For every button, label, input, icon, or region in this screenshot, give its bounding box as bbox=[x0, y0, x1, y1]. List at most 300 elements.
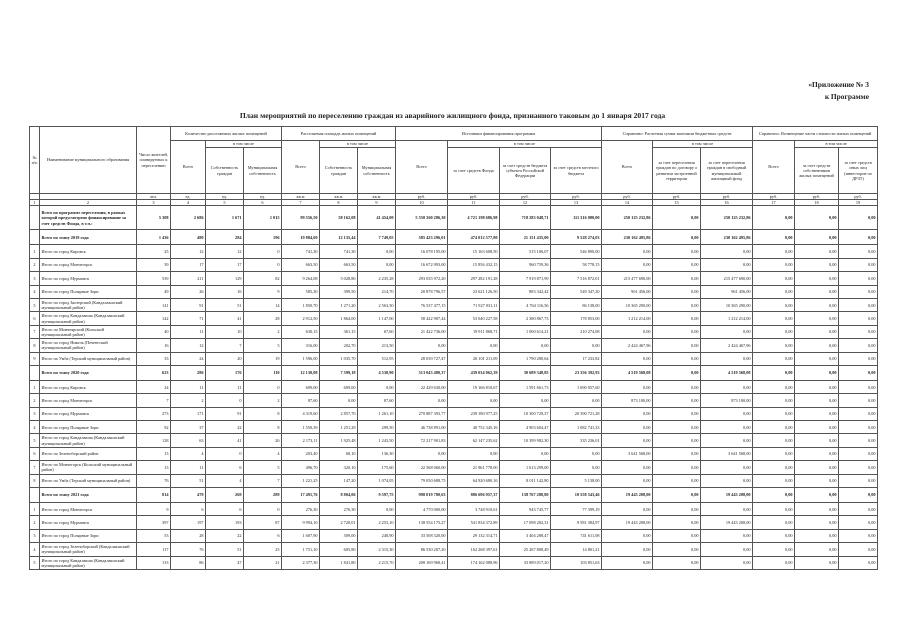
row-number-cell: 8 bbox=[30, 474, 40, 487]
unit-cell: кв.м bbox=[320, 194, 358, 200]
row-number-cell bbox=[30, 206, 40, 230]
row-number-cell: 7 bbox=[30, 461, 40, 474]
table-row bbox=[30, 312, 878, 325]
value-cell: 92 bbox=[137, 421, 171, 434]
value-cell: 623 bbox=[137, 365, 171, 380]
value-cell: 663,50 bbox=[320, 258, 358, 271]
value-cell: 174 162 088,96 bbox=[448, 556, 500, 569]
value-cell: 77 399,19 bbox=[551, 503, 602, 516]
value-cell: 147,20 bbox=[320, 474, 358, 487]
value-cell: 25 267 808,49 bbox=[500, 543, 551, 556]
value-cell: 1 751,10 bbox=[282, 543, 320, 556]
municipality-name-cell: Всего по этапу 2019 года bbox=[40, 230, 137, 245]
value-cell: 0,00 bbox=[653, 325, 701, 338]
value-cell: 0,00 bbox=[701, 258, 753, 271]
value-cell: 1 925,48 bbox=[320, 434, 358, 447]
value-cell: 0,00 bbox=[551, 394, 602, 407]
row-number-cell: 1 bbox=[30, 245, 40, 258]
value-cell: 0,00 bbox=[753, 543, 795, 556]
value-cell: 0,00 bbox=[795, 434, 839, 447]
value-cell: 0,00 bbox=[753, 488, 795, 503]
value-cell: 480 bbox=[171, 230, 206, 245]
value-cell: 1 035,70 bbox=[320, 352, 358, 365]
value-cell: 0,00 bbox=[795, 516, 839, 529]
value-cell: 117 bbox=[137, 543, 171, 556]
value-cell: 1 850,70 bbox=[282, 298, 320, 311]
column-number-cell: 1 bbox=[30, 200, 40, 206]
row-number-cell: 5 bbox=[30, 556, 40, 569]
value-cell: 7 919 871,99 bbox=[500, 272, 551, 285]
value-cell: 2 424 467,96 bbox=[701, 339, 753, 352]
table-row bbox=[30, 258, 878, 271]
value-cell: 62 147 235,62 bbox=[448, 434, 500, 447]
value-cell: 10 558 543,46 bbox=[551, 488, 602, 503]
value-cell: 26 bbox=[244, 434, 282, 447]
value-cell: 13 bbox=[137, 447, 171, 460]
value-cell: 4 519 568,08 bbox=[602, 365, 653, 380]
value-cell: 0 bbox=[244, 258, 282, 271]
value-cell: 0,00 bbox=[500, 447, 551, 460]
value-cell: 0,00 bbox=[753, 206, 795, 230]
value-cell: 0,00 bbox=[795, 380, 839, 393]
head-residents: Число жителей, планируемых к переселению bbox=[137, 127, 171, 194]
municipality-name-cell: Итого по Мончегорск (Кольский муниципальный район) bbox=[40, 461, 137, 474]
value-cell: 4 319,60 bbox=[282, 407, 320, 420]
value-cell: 175,60 bbox=[358, 461, 396, 474]
municipality-name-cell: Итого по город Мончегорск bbox=[40, 503, 137, 516]
row-number-cell: 6 bbox=[30, 447, 40, 460]
value-cell: 1 671 bbox=[206, 206, 244, 230]
value-cell: 5 138,00 bbox=[551, 474, 602, 487]
municipality-name-cell: Итого по город Зеленоборский (Кандалакшский муниципальный район) bbox=[40, 543, 137, 556]
value-cell: 0,00 bbox=[753, 245, 795, 258]
value-cell: 10 399 982,30 bbox=[500, 434, 551, 447]
value-cell: 0,00 bbox=[602, 474, 653, 487]
unit-cell: руб. bbox=[551, 194, 602, 200]
value-cell: 0,00 bbox=[653, 529, 701, 542]
column-number-cell: 5 bbox=[206, 200, 244, 206]
value-cell: 0,00 bbox=[653, 258, 701, 271]
unit-cell: кв.м bbox=[282, 194, 320, 200]
value-cell: 0,00 bbox=[602, 503, 653, 516]
value-cell: 515 106,07 bbox=[500, 245, 551, 258]
value-cell: 0 bbox=[244, 245, 282, 258]
value-cell: 26 bbox=[171, 285, 206, 298]
value-cell: 58 778,15 bbox=[551, 258, 602, 271]
value-cell: 0,00 bbox=[839, 474, 878, 487]
value-cell: 0 bbox=[244, 380, 282, 393]
value-cell: 41 bbox=[206, 434, 244, 447]
value-cell: 0,00 bbox=[396, 394, 448, 407]
value-cell: 269 bbox=[206, 488, 244, 503]
value-cell: 0,00 bbox=[701, 461, 753, 474]
column-number-cell: 7 bbox=[282, 200, 320, 206]
value-cell: 0,00 bbox=[602, 461, 653, 474]
value-cell: 2 563,50 bbox=[358, 298, 396, 311]
table-row bbox=[30, 339, 878, 352]
value-cell: 1 591 661,73 bbox=[500, 380, 551, 393]
head-municipality: Наименование муниципального образования bbox=[40, 127, 137, 194]
value-cell: 0,00 bbox=[653, 339, 701, 352]
value-cell: 4 bbox=[244, 447, 282, 460]
value-cell: 11 bbox=[171, 461, 206, 474]
value-cell: 0,00 bbox=[653, 461, 701, 474]
value-cell: 0,00 bbox=[839, 380, 878, 393]
value-cell: 129 bbox=[206, 272, 244, 285]
value-cell: 21 bbox=[244, 556, 282, 569]
value-cell: 0,00 bbox=[602, 543, 653, 556]
value-cell: 2 235,28 bbox=[358, 272, 396, 285]
value-cell: 28 bbox=[171, 529, 206, 542]
table-row bbox=[30, 230, 878, 245]
value-cell: 17 233,82 bbox=[551, 352, 602, 365]
value-cell: 138 554 175,27 bbox=[396, 516, 448, 529]
value-cell: 0,00 bbox=[753, 285, 795, 298]
municipality-name-cell: Итого по город Мурманск bbox=[40, 516, 137, 529]
value-cell: 0,00 bbox=[653, 230, 701, 245]
value-cell: 2 bbox=[171, 394, 206, 407]
municipality-name-cell: Итого по город Никель (Печенгский муниципальный район) bbox=[40, 339, 137, 352]
value-cell: 4 770 000,00 bbox=[396, 503, 448, 516]
value-cell: 53 040 227,58 bbox=[448, 312, 500, 325]
value-cell: 0,00 bbox=[753, 298, 795, 311]
table-row bbox=[30, 206, 878, 230]
value-cell: 316,00 bbox=[282, 339, 320, 352]
value-cell: 8 011 142,80 bbox=[500, 474, 551, 487]
column-number-cell: 6 bbox=[244, 200, 282, 206]
value-cell: 0,00 bbox=[701, 245, 753, 258]
value-cell: 2 424 467,96 bbox=[602, 339, 653, 352]
head-fin-regional: за счет средств бюджета субъекта Российской Федерации bbox=[500, 148, 551, 194]
value-cell: 0,00 bbox=[839, 488, 878, 503]
value-cell: 9 bbox=[244, 285, 282, 298]
row-number-cell: 3 bbox=[30, 272, 40, 285]
value-cell: 0,00 bbox=[753, 230, 795, 245]
value-cell: 4 bbox=[171, 447, 206, 460]
value-cell: 0,00 bbox=[753, 461, 795, 474]
value-cell: 0,00 bbox=[839, 434, 878, 447]
value-cell: 0,00 bbox=[701, 556, 753, 569]
value-cell: 0,00 bbox=[795, 365, 839, 380]
value-cell: 0,00 bbox=[839, 516, 878, 529]
value-cell: 1 271,20 bbox=[320, 298, 358, 311]
value-cell: 0,00 bbox=[839, 543, 878, 556]
value-cell: 513 043 480,37 bbox=[396, 365, 448, 380]
appendix-line-2: к Программе bbox=[824, 92, 869, 101]
value-cell: 1 613 299,00 bbox=[500, 461, 551, 474]
value-cell: 2 912,50 bbox=[282, 312, 320, 325]
value-cell: 9 597,75 bbox=[358, 488, 396, 503]
value-cell: 0,00 bbox=[795, 529, 839, 542]
value-cell: 3 641 568,00 bbox=[701, 447, 753, 460]
value-cell: 51 bbox=[206, 298, 244, 311]
value-cell: 0,00 bbox=[795, 272, 839, 285]
value-cell: 0,00 bbox=[795, 339, 839, 352]
value-cell: 208 169 968,41 bbox=[396, 556, 448, 569]
value-cell: 0,00 bbox=[602, 352, 653, 365]
value-cell: 25 bbox=[137, 245, 171, 258]
municipality-name-cell: Итого по город Мончегорск bbox=[40, 394, 137, 407]
value-cell: 0,00 bbox=[753, 394, 795, 407]
municipality-name-cell: Итого по город Кандалакша (Кандалакшский муниципальный район) bbox=[40, 312, 137, 325]
value-cell: 0,00 bbox=[701, 325, 753, 338]
value-cell: 286 bbox=[171, 365, 206, 380]
value-cell: 0,00 bbox=[653, 556, 701, 569]
value-cell: 1 690 057,60 bbox=[551, 380, 602, 393]
value-cell: 12 135,44 bbox=[320, 230, 358, 245]
value-cell: 512,95 bbox=[358, 352, 396, 365]
value-cell: 479 bbox=[171, 488, 206, 503]
value-cell: 0,00 bbox=[551, 461, 602, 474]
head-refund-total: Всего bbox=[753, 141, 795, 194]
value-cell: 196 bbox=[244, 230, 282, 245]
value-cell: 0,00 bbox=[753, 407, 795, 420]
value-cell: 16 bbox=[206, 285, 244, 298]
row-number-cell: 4 bbox=[30, 543, 40, 556]
municipality-name-cell: Итого по город Кандалакша (Кандалакшский муниципальный район) bbox=[40, 434, 137, 447]
value-cell: 39 bbox=[137, 258, 171, 271]
head-econ-total: Всего bbox=[602, 141, 653, 194]
table-row bbox=[30, 488, 878, 503]
value-cell: 0,00 bbox=[396, 447, 448, 460]
value-cell: 14 bbox=[244, 298, 282, 311]
row-number-cell: 4 bbox=[30, 421, 40, 434]
value-cell: 215 477 690,00 bbox=[701, 272, 753, 285]
value-cell: 0,00 bbox=[795, 474, 839, 487]
value-cell: 128 bbox=[137, 434, 171, 447]
value-cell: 82 bbox=[244, 272, 282, 285]
value-cell: 41 bbox=[206, 312, 244, 325]
value-cell: 0,00 bbox=[839, 447, 878, 460]
value-cell: 0,00 bbox=[653, 434, 701, 447]
value-cell: 0,00 bbox=[448, 447, 500, 460]
value-cell: 0,00 bbox=[839, 407, 878, 420]
value-cell: 0,00 bbox=[701, 352, 753, 365]
column-number-cell: 12 bbox=[500, 200, 551, 206]
value-cell: 110 bbox=[244, 365, 282, 380]
row-number-cell bbox=[30, 488, 40, 503]
value-cell: 0,00 bbox=[795, 352, 839, 365]
value-cell: 12 bbox=[171, 245, 206, 258]
value-cell: 0,00 bbox=[795, 245, 839, 258]
value-cell: 2 253,10 bbox=[358, 516, 396, 529]
value-cell: 0,00 bbox=[602, 434, 653, 447]
value-cell: 289 bbox=[244, 488, 282, 503]
value-cell: 0,00 bbox=[753, 339, 795, 352]
page-title: План мероприятий по переселению граждан из аварийного жилищного фонда, признанного таковым до 1 января 2017 года bbox=[239, 111, 666, 120]
value-cell: 0,00 bbox=[839, 230, 878, 245]
value-cell: 2 377,30 bbox=[282, 556, 320, 569]
row-number-cell: 1 bbox=[30, 503, 40, 516]
value-cell: 0,00 bbox=[701, 529, 753, 542]
value-cell: 297 282 191,28 bbox=[448, 272, 500, 285]
value-cell: 15 856 432,15 bbox=[448, 258, 500, 271]
value-cell: 0,00 bbox=[602, 325, 653, 338]
value-cell: 663,50 bbox=[282, 258, 320, 271]
value-cell: 0,00 bbox=[795, 312, 839, 325]
row-number-cell: 2 bbox=[30, 394, 40, 407]
table-row bbox=[30, 298, 878, 311]
head-group-reference: Справочно: Расчетная сумма экономии бюджетных средств bbox=[602, 127, 753, 141]
value-cell: 136,30 bbox=[358, 447, 396, 460]
value-cell: 0,00 bbox=[653, 272, 701, 285]
table-row bbox=[30, 474, 878, 487]
row-number-cell bbox=[30, 230, 40, 245]
value-cell: 71 927 031,11 bbox=[448, 298, 500, 311]
column-number-cell: 10 bbox=[396, 200, 448, 206]
value-cell: 0,00 bbox=[653, 488, 701, 503]
value-cell: 0,00 bbox=[795, 206, 839, 230]
value-cell: 19 443 208,00 bbox=[602, 488, 653, 503]
value-cell: 87,60 bbox=[358, 394, 396, 407]
value-cell: 0,00 bbox=[753, 434, 795, 447]
value-cell: 0,00 bbox=[795, 258, 839, 271]
value-cell: 0,00 bbox=[795, 488, 839, 503]
row-number-cell: 3 bbox=[30, 529, 40, 542]
value-cell: 6 bbox=[206, 461, 244, 474]
unit-cell: руб. bbox=[753, 194, 795, 200]
value-cell: 0,00 bbox=[551, 447, 602, 460]
value-cell: 0,00 bbox=[602, 421, 653, 434]
value-cell: 0,00 bbox=[448, 339, 500, 352]
value-cell: 11 bbox=[171, 325, 206, 338]
value-cell: 0,00 bbox=[839, 312, 878, 325]
municipality-name-cell: Итого по город Заозерский (Кандалакшский муниципальный район) bbox=[40, 298, 137, 311]
value-cell: 0,00 bbox=[839, 272, 878, 285]
value-cell: 171 bbox=[171, 407, 206, 420]
value-cell: 0,00 bbox=[320, 394, 358, 407]
value-cell: 0,00 bbox=[839, 365, 878, 380]
table-row bbox=[30, 285, 878, 298]
value-cell: 11 bbox=[171, 380, 206, 393]
value-cell: 0,00 bbox=[795, 556, 839, 569]
value-cell: 2 686 bbox=[171, 206, 206, 230]
value-cell: 58 422 987,44 bbox=[396, 312, 448, 325]
value-cell: 12 130,08 bbox=[282, 365, 320, 380]
municipality-name-cell: Итого по Мончеярский (Кольский муниципальный район) bbox=[40, 325, 137, 338]
table-row bbox=[30, 407, 878, 420]
unit-cell: руб. bbox=[653, 194, 701, 200]
value-cell: 3 641 568,00 bbox=[602, 447, 653, 460]
value-cell: 0,00 bbox=[653, 206, 701, 230]
value-cell: 509,00 bbox=[320, 529, 358, 542]
value-cell: 873 100,00 bbox=[602, 394, 653, 407]
value-cell: 68,10 bbox=[320, 447, 358, 460]
value-cell: 33 508 320,00 bbox=[396, 529, 448, 542]
row-number-cell: 2 bbox=[30, 516, 40, 529]
value-cell: 28 039 727,47 bbox=[396, 352, 448, 365]
value-cell: 86 bbox=[171, 556, 206, 569]
value-cell: 21 422 736,00 bbox=[396, 325, 448, 338]
value-cell: 19 443 208,00 bbox=[602, 516, 653, 529]
head-vacated-private: Собственность граждан bbox=[206, 148, 244, 194]
value-cell: 361,15 bbox=[320, 325, 358, 338]
value-cell: 41 454,00 bbox=[358, 206, 396, 230]
value-cell: 0,00 bbox=[358, 380, 396, 393]
value-cell: 0 bbox=[206, 447, 244, 460]
value-cell: 0,00 bbox=[653, 245, 701, 258]
table-row bbox=[30, 352, 878, 365]
value-cell: 1 074,05 bbox=[358, 474, 396, 487]
column-number-cell: 15 bbox=[653, 200, 701, 206]
value-cell: 7 516 872,01 bbox=[551, 272, 602, 285]
value-cell: 11 bbox=[206, 380, 244, 393]
value-cell: 214,70 bbox=[358, 285, 396, 298]
value-cell: 1 212 214,00 bbox=[602, 312, 653, 325]
value-cell: 299,50 bbox=[358, 421, 396, 434]
value-cell: 0,00 bbox=[701, 421, 753, 434]
value-cell: 546 890,00 bbox=[551, 245, 602, 258]
value-cell: 0,00 bbox=[839, 503, 878, 516]
value-cell: 0,00 bbox=[653, 365, 701, 380]
value-cell: 0,00 bbox=[753, 529, 795, 542]
head-econ-free: за счет переселения граждан в свободный муниципальный жилищный фонд bbox=[701, 148, 753, 194]
value-cell: 609,00 bbox=[320, 380, 358, 393]
column-number-cell: 3 bbox=[137, 200, 171, 206]
value-cell: 0,00 bbox=[839, 529, 878, 542]
value-cell: 0,00 bbox=[753, 380, 795, 393]
value-cell: 2 173,11 bbox=[282, 434, 320, 447]
value-cell: 16 078 195,00 bbox=[396, 245, 448, 258]
column-number-cell: 11 bbox=[448, 200, 500, 206]
value-cell: 0,00 bbox=[839, 461, 878, 474]
head-area-private: Собственность граждан bbox=[320, 148, 358, 194]
value-cell: 0,00 bbox=[653, 447, 701, 460]
value-cell: 12 bbox=[171, 339, 206, 352]
value-cell: 2 bbox=[244, 394, 282, 407]
value-cell: 26 101 211,09 bbox=[448, 352, 500, 365]
municipality-name-cell: Всего по программе переселения, в рамках которой предусмотрено финансирование за счет средств Фонда, в т.ч.: bbox=[40, 206, 137, 230]
value-cell: 6 bbox=[206, 503, 244, 516]
value-cell: 0,00 bbox=[839, 394, 878, 407]
value-cell: 67,60 bbox=[358, 325, 396, 338]
value-cell: 741,30 bbox=[282, 245, 320, 258]
value-cell: 87,60 bbox=[282, 394, 320, 407]
value-cell: 111 316 080,00 bbox=[551, 206, 602, 230]
value-cell: 0,00 bbox=[795, 461, 839, 474]
head-refund-owners: за счет средств собственников жилых помещений bbox=[795, 148, 839, 194]
value-cell: 5 028,80 bbox=[320, 272, 358, 285]
value-cell: 8 bbox=[244, 407, 282, 420]
value-cell: 22 568 060,00 bbox=[396, 461, 448, 474]
value-cell: 1 607,90 bbox=[282, 529, 320, 542]
value-cell: 1 436 bbox=[137, 230, 171, 245]
unit-cell: руб. bbox=[396, 194, 448, 200]
value-cell: 961 456,00 bbox=[602, 285, 653, 298]
value-cell: 605,80 bbox=[320, 543, 358, 556]
value-cell: 0,00 bbox=[701, 380, 753, 393]
municipality-name-cell: Итого по город Полярные Зори bbox=[40, 421, 137, 434]
value-cell: 14 801,21 bbox=[551, 543, 602, 556]
value-cell: 19 884,69 bbox=[282, 230, 320, 245]
value-cell: 7 bbox=[244, 474, 282, 487]
municipality-name-cell: Итого по город Мурманск bbox=[40, 407, 137, 420]
value-cell: 741,30 bbox=[320, 245, 358, 258]
head-fin-total: Всего bbox=[396, 141, 448, 194]
municipality-name-cell: Итого по Умба (Терский муниципальный район) bbox=[40, 474, 137, 487]
value-cell: 1 015 bbox=[244, 206, 282, 230]
value-cell: 0,00 bbox=[839, 339, 878, 352]
value-cell: 9 581 384,97 bbox=[551, 516, 602, 529]
column-number-cell: 8 bbox=[320, 200, 358, 206]
value-cell: 0,00 bbox=[839, 245, 878, 258]
value-cell: 7 bbox=[206, 339, 244, 352]
value-cell: 8 bbox=[244, 421, 282, 434]
value-cell: 13 bbox=[137, 461, 171, 474]
value-cell: 276,30 bbox=[282, 503, 320, 516]
value-cell: 30 689 348,85 bbox=[500, 365, 551, 380]
value-cell: 0,00 bbox=[653, 352, 701, 365]
